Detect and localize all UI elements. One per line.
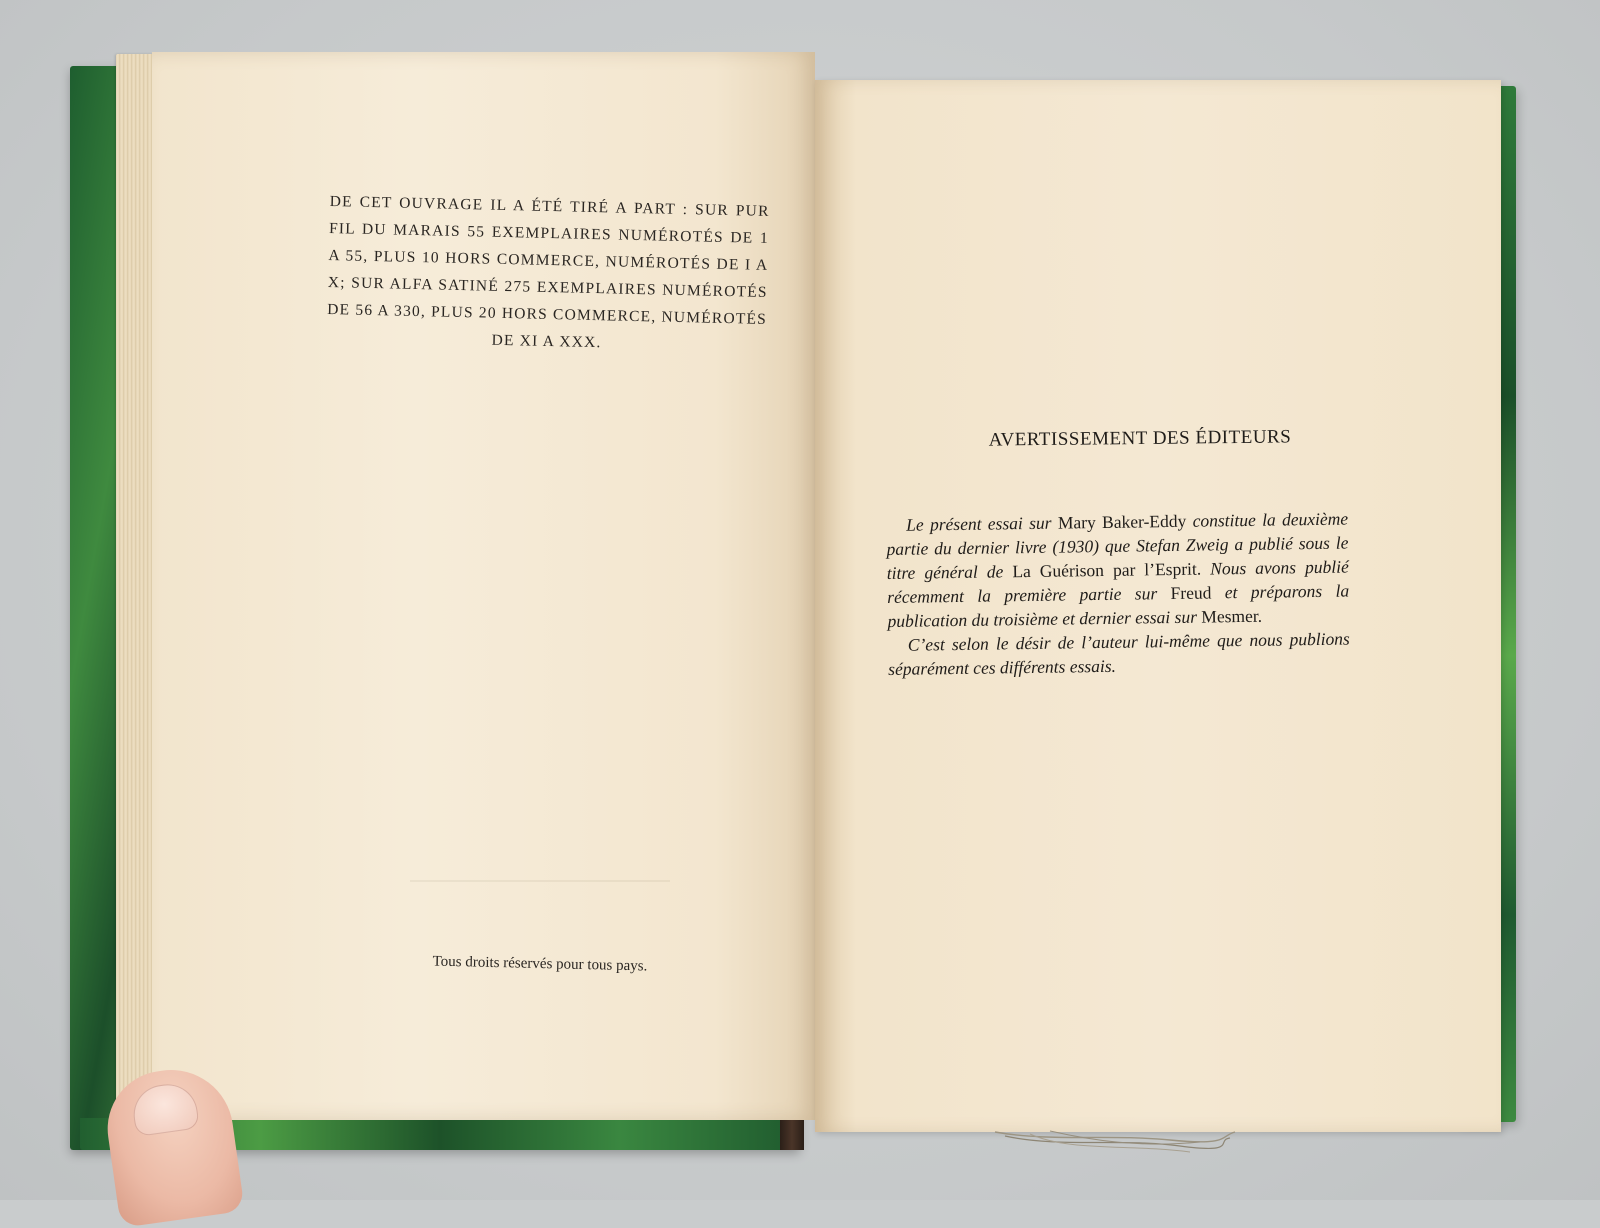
publisher-notice-body [886,507,1350,681]
notice-paragraph-2 [888,627,1351,681]
binding-threads [990,1128,1240,1158]
colophon-text [326,188,770,360]
notice-run: Mary Baker-Eddy [1057,510,1193,533]
notice-run: Le présent essai sur [906,512,1058,535]
notice-run: constitue la deuxième partie du dernier livre (1930) que Stefan Zweig a publié sous le titre général de [886,508,1349,583]
publisher-notice-heading: AVERTISSEMENT DES ÉDITEURS [988,426,1292,451]
bleed-through-rule [410,880,670,882]
colophon-line: DE 56 A 330, PLUS 20 HORS COMMERCE, NUMÉROTÉS [327,300,768,328]
notice-run: et préparons la publication du troisième et dernier essai sur [887,580,1350,631]
notice-run: La Guérison par l’Esprit. [1012,558,1211,582]
colophon-line: DE CET OUVRAGE IL A ÉTÉ TIRÉ A PART : SUR PUR [329,192,770,220]
notice-run: Freud [1170,582,1225,604]
fingernail [130,1080,200,1136]
notice-run: Nous avons publié récemment la première partie sur [887,556,1349,607]
rights-notice: Tous droits réservés pour tous pays. [432,953,648,975]
colophon-line: FIL DU MARAIS 55 EXEMPLAIRES NUMÉROTÉS DE 1 A [328,219,770,265]
colophon-line: SUR ALFA SATINÉ 275 EXEMPLAIRES NUMÉROTÉS [351,274,768,301]
notice-run: C’est selon le désir de l’auteur lui-même que nous publions séparément ces différents essais. [888,628,1350,679]
colophon-line: 55, PLUS 10 HORS COMMERCE, NUMÉROTÉS DE I A X; [327,247,769,292]
notice-run: Mesmer. [1201,605,1263,627]
notice-paragraph-1 [886,507,1350,633]
colophon-line: DE XI A XXX. [491,331,602,352]
